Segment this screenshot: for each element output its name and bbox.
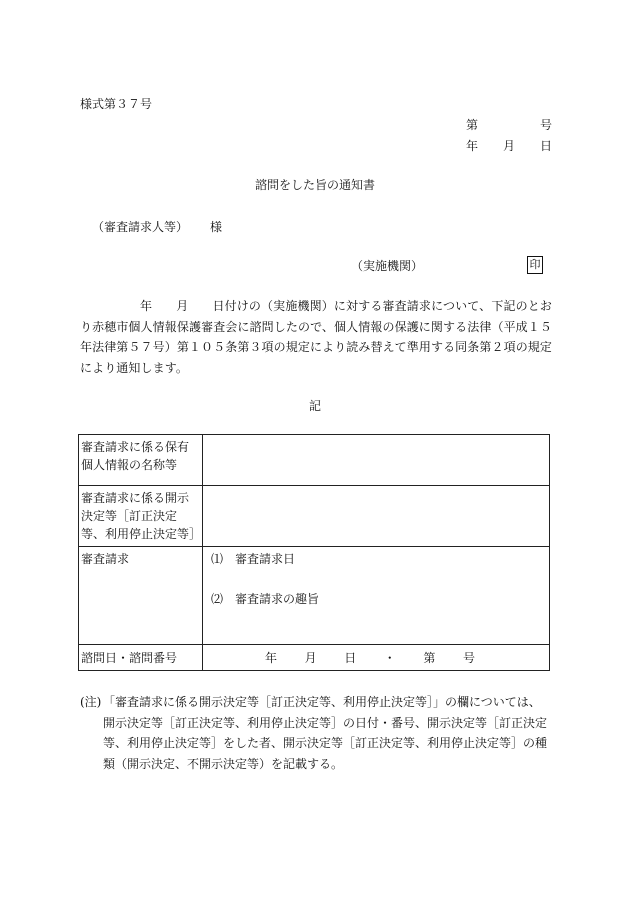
row-value-personal-info [203,435,550,486]
footnote [80,692,552,774]
agency-name: （実施機関） [351,259,424,273]
table-row [79,645,550,671]
request-purpose-item [211,590,547,608]
body-year: 年 [140,299,153,313]
document-title: 諮問をした旨の通知書 [254,178,375,192]
addressee-honorific: 様 [210,220,223,234]
body-paragraph [80,296,552,378]
ki-heading: 記 [308,399,321,413]
row-label-personal-info: 審査請求に係る保有個人情報の名称等 [79,435,203,486]
table-row [79,486,550,547]
row-label-request: 審査請求 [79,547,203,645]
footnote-text: 「審査請求に係る開示決定等［訂正決定等、利用停止決定等］」の欄については、開示決定等［訂正決定等、利用停止決定等］の日付・番号、開示決定等［訂正決定等、利用停止決定等］をした者、開示決定等［訂正決定等、利用停止決定等］の種類（開示決定、不開示決定等）を記載する。 [103,695,548,771]
footnote-label: (注) [80,695,102,709]
seal-mark: 印 [527,256,543,274]
reference-number [466,119,552,131]
consult-day: 日 [344,650,357,665]
consult-year: 年 [265,650,278,665]
item-number: ⑵ [211,592,224,606]
request-date-item [211,550,547,568]
ref-go: 号 [539,118,552,132]
consult-go: 号 [462,650,475,665]
request-purpose-label: 審査請求の趣旨 [235,592,320,606]
row-value-consultation [203,645,550,671]
body-month: 月 [176,299,189,313]
date-month: 月 [502,139,515,153]
addressee [92,221,222,233]
row-label-consultation: 諮問日・諮問番号 [79,645,203,671]
addressee-name: （審査請求人等） [92,220,189,234]
date-year: 年 [466,139,479,153]
issue-date [466,140,552,152]
form-number: 様式第３７号 [80,97,153,111]
table-row [79,435,550,486]
ref-dai: 第 [466,118,479,132]
consult-dai: 第 [423,650,436,665]
table-row [79,547,550,645]
details-table [78,434,550,671]
date-day: 日 [539,139,552,153]
item-number: ⑴ [211,552,224,566]
request-date-label: 審査請求日 [235,552,296,566]
row-value-request [203,547,550,645]
body-text: 日付けの（実施機関）に対する審査請求について、下記のとおり赤穂市個人情報保護審査会に諮問したので、個人情報の保護に関する法律（平成１５年法律第５７号）第１０５条第３項の規定により読み替えて準用する同条第２項の規定により通知します。 [80,299,553,375]
row-label-disclosure-decision: 審査請求に係る開示決定等［訂正決定等、利用停止決定等］ [79,486,203,547]
consult-month: 月 [304,650,317,665]
consult-separator: ・ [383,650,396,665]
row-value-disclosure-decision [203,486,550,547]
